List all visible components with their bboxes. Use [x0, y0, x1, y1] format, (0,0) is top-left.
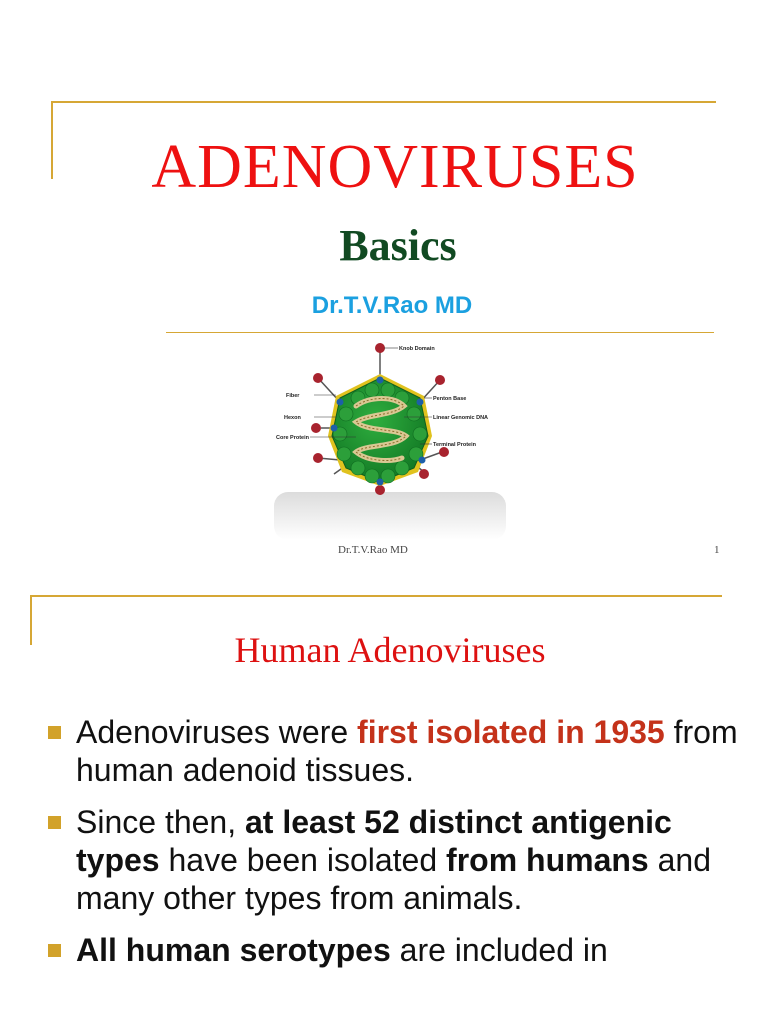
slide-title: ADENOVIRUSES	[151, 133, 639, 201]
bullet-item	[44, 931, 744, 969]
label-knob-domain: Knob Domain	[399, 346, 435, 352]
bullet-bold: All human serotypes	[76, 932, 391, 968]
slide-subtitle: Basics	[339, 221, 457, 270]
content-slide	[0, 585, 768, 1024]
slide-title: Human Adenoviruses	[234, 630, 546, 670]
author-underline	[166, 332, 714, 333]
bullet-text: Adenoviruses were	[76, 714, 358, 750]
author-name: Dr.T.V.Rao MD	[311, 292, 473, 319]
frame-top-line	[51, 101, 716, 103]
bullet-text: have been isolated	[159, 842, 447, 878]
reflection-shadow	[274, 492, 506, 540]
label-penton-base: Penton Base	[433, 396, 467, 402]
page-number: 1	[714, 544, 720, 556]
label-hexon: Hexon	[284, 415, 301, 421]
square-bullet-icon	[48, 816, 61, 829]
label-core-protein: Core Protein	[276, 435, 310, 441]
knob-domain	[375, 343, 385, 353]
footer-author: Dr.T.V.Rao MD	[338, 544, 408, 556]
bullet-list	[44, 713, 744, 983]
label-linear-genomic-dna: Linear Genomic DNA	[433, 415, 489, 421]
bullet-item	[44, 713, 744, 789]
label-fiber: Fiber	[286, 393, 300, 399]
bullet-bold: at least 52 distinct antigenic types	[76, 804, 672, 878]
bullet-text: are included in	[390, 932, 608, 968]
square-bullet-icon	[48, 726, 61, 739]
bullet-text: from human adenoid tissues.	[76, 714, 738, 788]
adenovirus-diagram	[274, 340, 506, 540]
bullet-text: and many other types from animals.	[76, 842, 711, 916]
bullet-bold: from humans	[446, 842, 649, 878]
label-terminal-protein: Terminal Protein	[433, 442, 476, 448]
bullet-text: Since then,	[76, 804, 245, 840]
bullet-item	[44, 803, 744, 917]
square-bullet-icon	[48, 944, 61, 957]
bullet-highlight: first isolated in 1935	[357, 714, 665, 750]
frame-top-line	[30, 595, 722, 597]
